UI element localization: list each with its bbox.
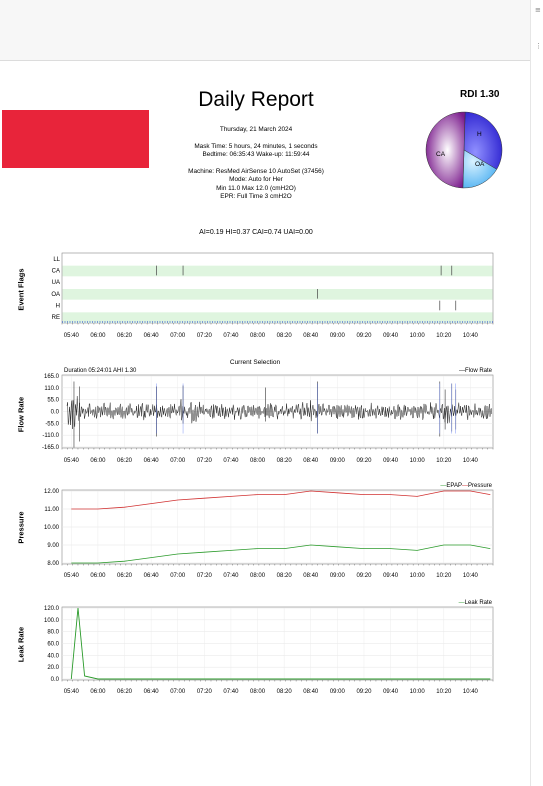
x-tick-label: 08:20	[276, 573, 292, 579]
x-tick-label: 06:40	[143, 573, 159, 579]
x-tick-label: 10:20	[436, 689, 452, 695]
y-tick-label: 110.0	[44, 385, 59, 392]
x-tick-label: 10:00	[409, 689, 425, 695]
x-tick-label: 08:00	[250, 689, 266, 695]
flag-row-label: LL	[53, 256, 60, 263]
x-tick-label: 09:00	[329, 573, 345, 579]
x-tick-label: 09:00	[329, 689, 345, 695]
pressure-axis-label: Pressure	[16, 511, 26, 544]
y-tick-label: 55.0	[47, 397, 59, 404]
flag-row-band	[63, 289, 493, 300]
y-tick-label: 120.0	[43, 606, 59, 612]
leak-rate-axis-label: Leak Rate	[16, 626, 26, 663]
x-tick-label: 08:00	[250, 458, 266, 464]
x-tick-label: 07:00	[170, 333, 186, 339]
flag-row-label: UA	[51, 280, 60, 287]
side-mark-icon: ≡	[535, 6, 541, 14]
y-tick-label: -165.0	[41, 445, 59, 451]
report-date: Thursday, 21 March 2024	[219, 126, 293, 133]
flow-duration: Duration 05:24:01 AHI 1.30	[64, 368, 137, 374]
x-tick-label: 06:20	[117, 689, 133, 695]
x-tick-label: 07:20	[196, 458, 212, 464]
x-tick-label: 10:40	[462, 689, 478, 695]
x-tick-label: 08:40	[303, 689, 319, 695]
x-tick-label: 09:40	[383, 333, 399, 339]
x-tick-label: 08:20	[276, 458, 292, 464]
x-tick-label: 07:00	[170, 458, 186, 464]
x-tick-label: 07:00	[170, 573, 186, 579]
y-tick-label: 9.00	[47, 543, 59, 549]
bedtime: Bedtime: 06:35:43 Wake-up: 11:59:44	[202, 151, 310, 158]
epr-setting: EPR: Full Time 3 cmH2O	[220, 193, 292, 200]
x-tick-label: 06:40	[143, 458, 159, 464]
y-tick-label: 11.00	[44, 507, 59, 513]
machine-mode: Mode: Auto for Her	[229, 176, 283, 183]
x-tick-label: 07:00	[170, 689, 186, 695]
x-tick-label: 07:40	[223, 458, 239, 464]
pie-label-h: H	[477, 131, 482, 138]
pressure-chart	[62, 490, 493, 564]
flag-row-band	[63, 266, 493, 277]
pressure-legend: —EPAP—Pressure	[440, 483, 492, 489]
x-tick-label: 06:20	[117, 573, 133, 579]
x-tick-label: 07:20	[196, 689, 212, 695]
side-mark-icon: ⋮	[535, 42, 542, 50]
x-tick-label: 08:00	[250, 573, 266, 579]
x-tick-label: 09:20	[356, 689, 372, 695]
x-tick-label: 09:20	[356, 573, 372, 579]
rdi-value: RDI 1.30	[460, 89, 500, 100]
mask-time: Mask Time: 5 hours, 24 minutes, 1 seconds	[194, 143, 318, 150]
y-tick-label: 8.00	[47, 561, 59, 567]
pressure-range: Min 11.0 Max 12.0 (cmH2O)	[216, 185, 296, 192]
x-tick-label: 09:20	[356, 458, 372, 464]
x-tick-label: 05:40	[63, 573, 79, 579]
x-tick-label: 10:40	[462, 573, 478, 579]
event-indices: AI=0.19 HI=0.37 CAI=0.74 UAI=0.00	[199, 229, 313, 236]
x-tick-label: 08:40	[303, 458, 319, 464]
current-selection-title: Current Selection	[229, 359, 281, 366]
x-tick-label: 09:40	[383, 458, 399, 464]
x-tick-label: 10:00	[409, 573, 425, 579]
flag-row-label: OA	[51, 291, 60, 298]
pie-label-oa: OA	[475, 161, 485, 168]
x-tick-label: 07:40	[223, 573, 239, 579]
pie-label-ca: CA	[436, 151, 446, 158]
x-tick-label: 07:40	[223, 689, 239, 695]
x-tick-label: 08:00	[250, 333, 266, 339]
x-tick-label: 09:00	[329, 458, 345, 464]
y-tick-label: 40.0	[47, 653, 59, 660]
flow-rate-chart	[62, 375, 493, 448]
x-tick-label: 06:40	[143, 689, 159, 695]
y-tick-label: -110.0	[42, 433, 59, 440]
x-tick-label: 10:00	[409, 458, 425, 464]
y-tick-label: 12.00	[43, 489, 59, 495]
x-tick-label: 09:40	[383, 573, 399, 579]
x-tick-label: 06:20	[117, 333, 133, 339]
y-tick-label: -55.0	[45, 421, 59, 428]
x-tick-label: 05:40	[63, 333, 79, 339]
x-tick-label: 10:20	[436, 458, 452, 464]
y-tick-label: 20.0	[47, 665, 59, 672]
x-tick-label: 07:20	[196, 333, 212, 339]
x-tick-label: 05:40	[63, 689, 79, 695]
event-flags-chart	[51, 253, 493, 323]
x-tick-label: 10:20	[436, 333, 452, 339]
x-tick-label: 09:00	[329, 333, 345, 339]
x-tick-label: 09:20	[356, 333, 372, 339]
flow-legend: —Flow Rate	[458, 368, 492, 374]
x-tick-label: 06:20	[117, 458, 133, 464]
y-tick-label: 100.0	[43, 617, 59, 624]
x-tick-label: 08:20	[276, 689, 292, 695]
x-tick-label: 10:40	[462, 333, 478, 339]
leak-legend: —Leak Rate	[458, 600, 492, 606]
y-tick-label: 80.0	[47, 629, 59, 636]
flag-row-label: CA	[51, 268, 60, 275]
machine-name: Machine: ResMed AirSense 10 AutoSet (37456)	[188, 168, 324, 175]
x-tick-label: 08:40	[303, 573, 319, 579]
leak-rate-chart	[62, 607, 493, 680]
y-tick-label: 165.0	[43, 374, 59, 380]
y-tick-label: 60.0	[47, 641, 59, 648]
x-tick-label: 08:20	[276, 333, 292, 339]
flag-row-label: H	[55, 303, 60, 310]
x-tick-label: 05:40	[63, 458, 79, 464]
x-tick-label: 06:00	[90, 333, 106, 339]
page-title: Daily Report	[198, 88, 314, 111]
x-tick-label: 09:40	[383, 689, 399, 695]
x-tick-label: 06:00	[90, 458, 106, 464]
x-tick-label: 07:20	[196, 573, 212, 579]
flow-rate-axis-label: Flow Rate	[16, 396, 26, 433]
event-flags-axis-label: Event Flags	[16, 268, 26, 311]
flag-row-label: RE	[51, 315, 60, 322]
x-tick-label: 10:00	[409, 333, 425, 339]
x-tick-label: 10:40	[462, 458, 478, 464]
y-tick-label: 0.0	[50, 409, 59, 416]
y-tick-label: 0.0	[50, 677, 59, 683]
x-tick-label: 06:00	[90, 689, 106, 695]
x-tick-label: 07:40	[223, 333, 239, 339]
y-tick-label: 10.00	[43, 525, 59, 531]
x-tick-label: 06:00	[90, 573, 106, 579]
x-tick-label: 06:40	[143, 333, 159, 339]
x-tick-label: 08:40	[303, 333, 319, 339]
x-tick-label: 10:20	[436, 573, 452, 579]
